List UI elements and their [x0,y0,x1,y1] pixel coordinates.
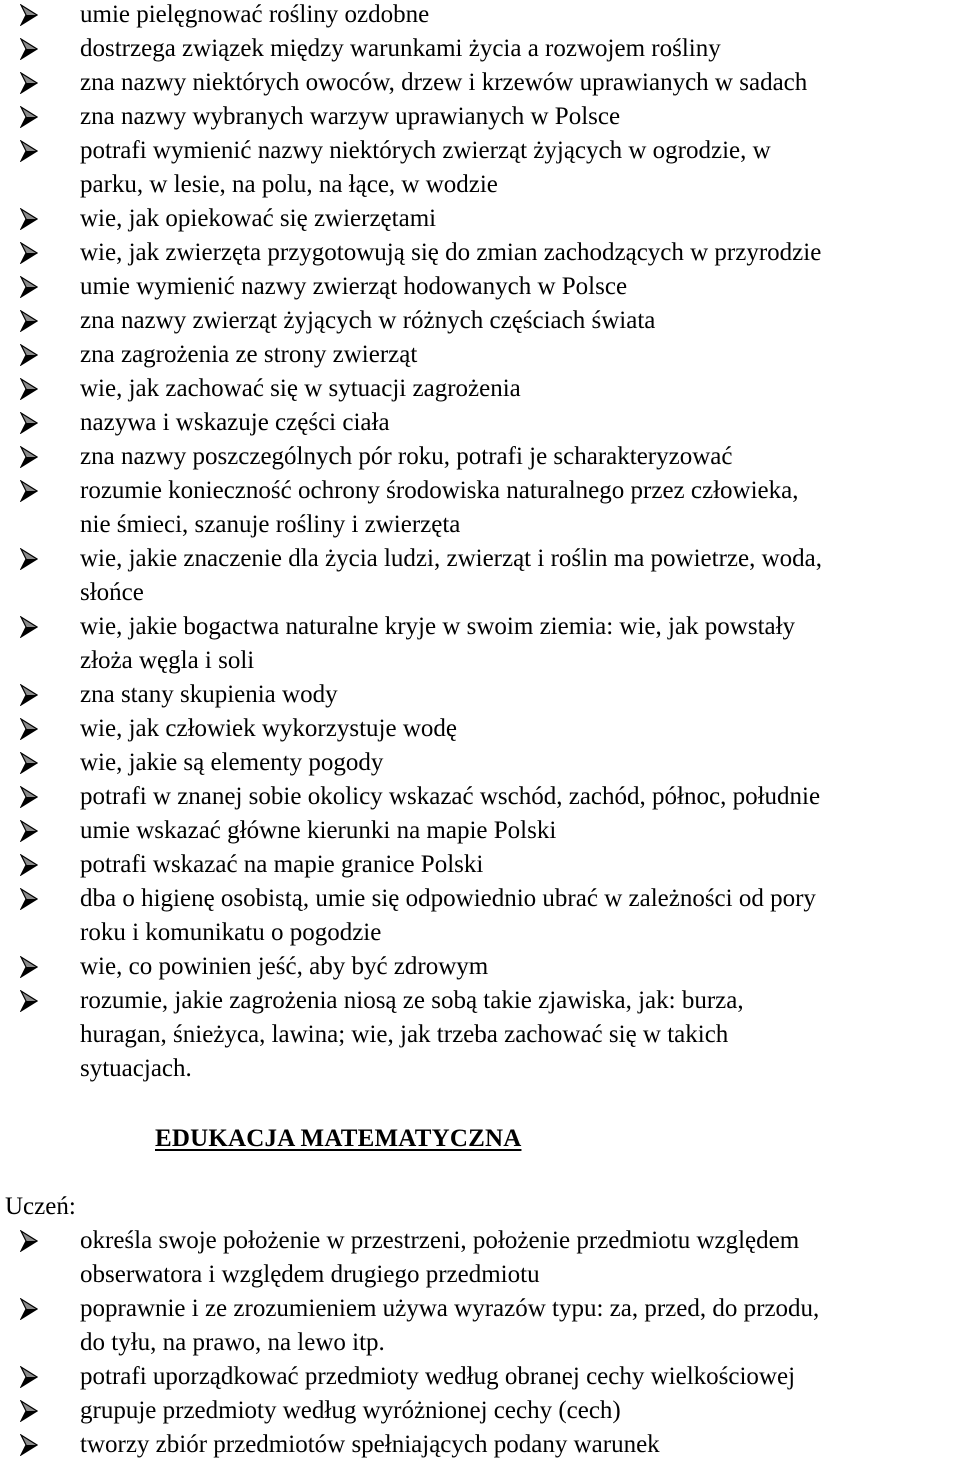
list-item [0,270,822,304]
list-item [0,100,822,134]
list-item [0,746,822,780]
list-item [0,32,822,66]
list-item-text-line: wie, jakie znaczenie dla życia ludzi, zwierząt i roślin ma powietrze, woda, [80,545,823,572]
arrowhead-bullet-icon [14,542,54,576]
arrowhead-bullet-icon [14,1394,54,1428]
arrowhead-bullet-icon [14,1292,54,1326]
list-item-text-line: potrafi wymienić nazwy niektórych zwierząt żyjących w ogrodzie, w [80,137,771,164]
list-item-text-line: wie, jak opiekować się zwierzętami [80,205,437,232]
list-item [0,984,822,1086]
list-item-text-line: zna nazwy niektórych owoców, drzew i krzewów uprawianych w sadach [80,69,808,96]
list-item-text-line: huragan, śnieżyca, lawina; wie, jak trzeba zachować się w takich [80,1021,729,1048]
list-item [0,304,822,338]
arrowhead-bullet-icon [14,0,54,32]
list-item-text-line: potrafi uporządkować przedmioty według obranej cechy wielkościowej [80,1363,796,1390]
arrowhead-bullet-icon [14,780,54,814]
list-item [0,848,822,882]
arrowhead-bullet-icon [14,202,54,236]
list-item [0,950,822,984]
list-item-text-line: wie, jak zachować się w sytuacji zagrożenia [80,375,521,402]
list-item [0,882,822,950]
list-item [0,372,822,406]
list-item-text-line: grupuje przedmioty według wyróżnionej cechy (cech) [80,1397,621,1424]
list-item [0,1428,819,1462]
list-item [0,66,822,100]
arrowhead-bullet-icon [14,134,54,168]
arrowhead-bullet-icon [14,1224,54,1258]
arrowhead-bullet-icon [14,338,54,372]
arrowhead-bullet-icon [14,882,54,916]
list-item [0,542,822,610]
student-label: Uczeń: [5,1193,76,1220]
list-item-text-line: potrafi w znanej sobie okolicy wskazać wschód, zachód, północ, południe [80,783,821,810]
list-item [0,134,822,202]
list-item-text-line: roku i komunikatu o pogodzie [80,919,382,946]
list-item [0,1224,819,1292]
list-item [0,0,822,32]
list-item-text-line: wie, jakie są elementy pogody [80,749,384,776]
list-item-text-line: sytuacjach. [80,1055,192,1082]
arrowhead-bullet-icon [14,814,54,848]
arrowhead-bullet-icon [14,678,54,712]
list-item-text-line: rozumie, jakie zagrożenia niosą ze sobą takie zjawiska, jak: burza, [80,987,744,1014]
list-item-text-line: wie, jak człowiek wykorzystuje wodę [80,715,457,742]
list-item-text-line: zna nazwy wybranych warzyw uprawianych w Polsce [80,103,621,130]
arrowhead-bullet-icon [14,1360,54,1394]
arrowhead-bullet-icon [14,440,54,474]
list-item-text-line: wie, jak zwierzęta przygotowują się do zmian zachodzących w przyrodzie [80,239,822,266]
list-item [0,338,822,372]
arrowhead-bullet-icon [14,950,54,984]
list-item-text-line: poprawnie i ze zrozumieniem używa wyrazów typu: za, przed, do przodu, [80,1295,820,1322]
list-item-text-line: obserwatora i względem drugiego przedmiotu [80,1261,540,1288]
arrowhead-bullet-icon [14,100,54,134]
list-item [0,678,822,712]
list-item [0,474,822,542]
arrowhead-bullet-icon [14,984,54,1018]
list-item-text-line: nazywa i wskazuje części ciała [80,409,390,436]
list-item-text-line: umie wskazać główne kierunki na mapie Polski [80,817,557,844]
list-item [0,1360,819,1394]
arrowhead-bullet-icon [14,474,54,508]
list-item-text-line: dba o higienę osobistą, umie się odpowiednio ubrać w zależności od pory [80,885,816,912]
list-item-text-line: tworzy zbiór przedmiotów spełniających podany warunek [80,1431,660,1458]
list-item [0,440,822,474]
list-item [0,236,822,270]
arrowhead-bullet-icon [14,746,54,780]
arrowhead-bullet-icon [14,372,54,406]
list-item [0,406,822,440]
list-item-text-line: parku, w lesie, na polu, na łące, w wodzie [80,171,498,198]
list-item-text-line: zna nazwy zwierząt żyjących w różnych częściach świata [80,307,656,334]
list-item-text-line: zna nazwy poszczególnych pór roku, potrafi je scharakteryzować [80,443,733,470]
list-item-text-line: umie wymienić nazwy zwierząt hodowanych w Polsce [80,273,628,300]
list-item-text-line: umie pielęgnować rośliny ozdobne [80,1,430,28]
list-item-text-line: wie, co powinien jeść, aby być zdrowym [80,953,489,980]
list-item-text-line: do tyłu, na prawo, na lewo itp. [80,1329,385,1356]
arrowhead-bullet-icon [14,848,54,882]
list-item [0,1292,819,1360]
list-item-text-line: określa swoje położenie w przestrzeni, położenie przedmiotu względem [80,1227,800,1254]
list-item-text-line: słońce [80,579,144,606]
arrowhead-bullet-icon [14,712,54,746]
list-item [0,712,822,746]
arrowhead-bullet-icon [14,236,54,270]
arrowhead-bullet-icon [14,304,54,338]
list-item-text-line: dostrzega związek między warunkami życia a rozwojem rośliny [80,35,721,62]
arrowhead-bullet-icon [14,66,54,100]
list-item [0,1394,819,1428]
list-item [0,202,822,236]
list-item [0,610,822,678]
arrowhead-bullet-icon [14,270,54,304]
list-item [0,780,822,814]
list-item-text-line: rozumie konieczność ochrony środowiska naturalnego przez człowieka, [80,477,799,504]
section-heading: EDUKACJA MATEMATYCZNA [155,1125,522,1152]
arrowhead-bullet-icon [14,406,54,440]
list-item-text-line: potrafi wskazać na mapie granice Polski [80,851,484,878]
arrowhead-bullet-icon [14,610,54,644]
list-item [0,814,822,848]
list-item-text-line: wie, jakie bogactwa naturalne kryje w swoim ziemia: wie, jak powstały [80,613,796,640]
list-item-text-line: zna stany skupienia wody [80,681,338,708]
list-item-text-line: zna zagrożenia ze strony zwierząt [80,341,418,368]
arrowhead-bullet-icon [14,1428,54,1462]
arrowhead-bullet-icon [14,32,54,66]
math-skills-list [0,1224,819,1462]
list-item-text-line: nie śmieci, szanuje rośliny i zwierzęta [80,511,461,538]
list-item-text-line: złoża węgla i soli [80,647,255,674]
